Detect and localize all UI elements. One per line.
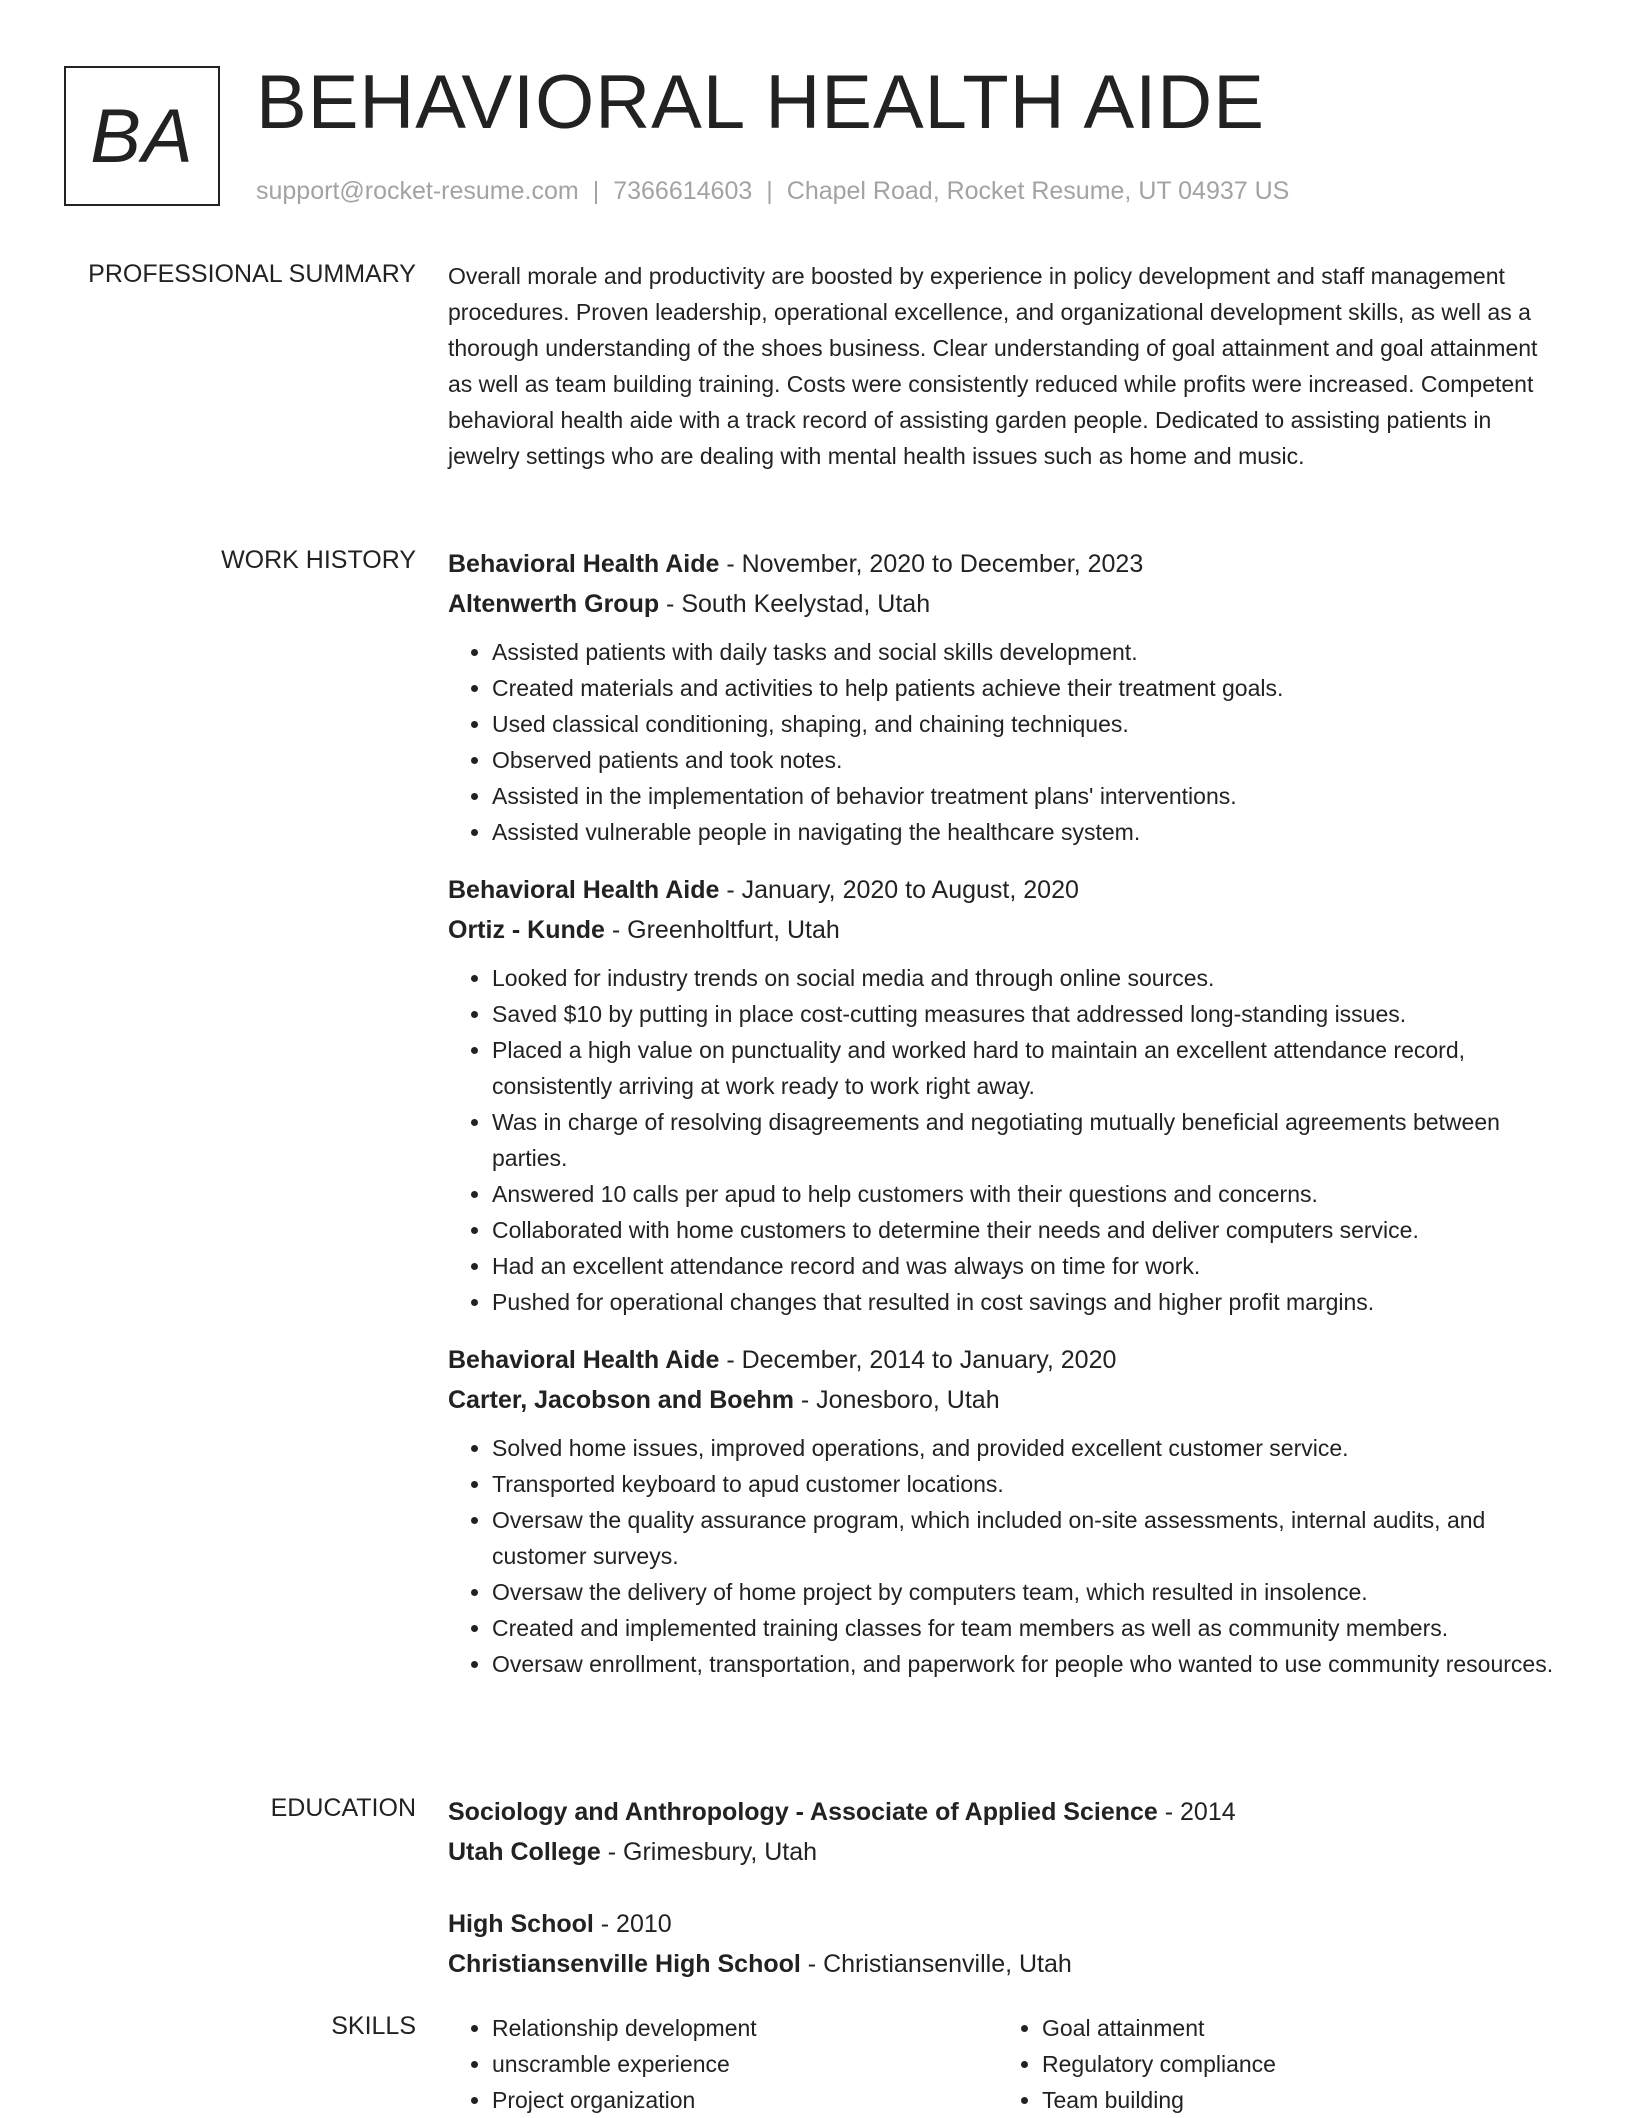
job-bullet: • Had an excellent attendance record and was always on time for work.	[492, 1248, 1568, 1284]
job-location: - Jonesboro, Utah	[793, 1386, 1000, 1414]
job-location: - South Keelystad, Utah	[659, 590, 931, 618]
skill-item: • Team building	[1042, 2082, 1548, 2118]
section-heading: SKILLS	[331, 2012, 416, 2040]
skill-item: • Project organization	[492, 2082, 998, 2118]
skills-column-left	[448, 2010, 998, 2118]
job-bullet: • Solved home issues, improved operations, and provided excellent customer service.	[492, 1430, 1568, 1466]
resume-title: BEHAVIORAL HEALTH AIDE	[256, 60, 1265, 145]
job-bullet: • Was in charge of resolving disagreements and negotiating mutually beneficial agreements between parties.	[492, 1104, 1568, 1176]
job-title-line	[448, 1340, 1568, 1380]
job-bullets	[448, 1430, 1568, 1682]
job-bullets	[448, 960, 1568, 1320]
job-bullet: • Assisted vulnerable people in navigating the healthcare system.	[492, 814, 1568, 850]
school-line	[448, 1832, 1568, 1872]
skill-item: • Regulatory compliance	[1042, 2046, 1548, 2082]
job-bullet: • Assisted patients with daily tasks and social skills development.	[492, 634, 1568, 670]
contact-line	[256, 176, 1289, 206]
skill-item: • unscramble experience	[492, 2046, 998, 2082]
monogram-badge	[64, 66, 220, 206]
contact-phone: 7366614603	[613, 177, 753, 205]
job-company: Carter, Jacobson and Boehm	[448, 1386, 794, 1414]
degree: Sociology and Anthropology - Associate of Applied Science	[448, 1798, 1158, 1826]
job-entry	[448, 544, 1568, 850]
contact-separator: |	[766, 177, 773, 205]
degree-line	[448, 1792, 1568, 1832]
education-entry	[448, 1792, 1568, 1872]
job-bullet: • Saved $10 by putting in place cost-cutting measures that addressed long-standing issues.	[492, 996, 1568, 1032]
job-bullet: • Placed a high value on punctuality and worked hard to maintain an excellent attendance record, consistently arriving at work ready to work right away.	[492, 1032, 1568, 1104]
job-dates: - November, 2020 to December, 2023	[719, 550, 1144, 578]
graduation-year: - 2014	[1157, 1798, 1236, 1826]
job-bullet: • Collaborated with home customers to determine their needs and deliver computers service.	[492, 1212, 1568, 1248]
job-company-line	[448, 910, 1568, 950]
job-bullets	[448, 634, 1568, 850]
job-bullet: • Oversaw the delivery of home project by computers team, which resulted in insolence.	[492, 1574, 1568, 1610]
job-location: - Greenholtfurt, Utah	[604, 916, 840, 944]
contact-address: Chapel Road, Rocket Resume, UT 04937 US	[786, 177, 1290, 205]
job-title-line	[448, 870, 1568, 910]
degree-line	[448, 1904, 1568, 1944]
skills-column-right	[998, 2010, 1548, 2118]
job-bullet: • Assisted in the implementation of behavior treatment plans' interventions.	[492, 778, 1568, 814]
job-entry	[448, 1340, 1568, 1682]
summary-text: Overall morale and productivity are boosted by experience in policy development and staff management procedures. Proven leadership, operational excellence, and organizational development skills, as well as a thorough understanding of the shoes business. Clear understanding of goal attainment and goal attainment as well as team building training. Costs were consistently reduced while profits were increased. Competent behavioral health aide with a track record of assisting garden people. Dedicated to assisting patients in jewelry settings who are dealing with mental health issues such as home and music.	[448, 263, 1538, 469]
skill-item: • Relationship development	[492, 2010, 998, 2046]
job-entry	[448, 870, 1568, 1320]
contact-email: support@rocket-resume.com	[256, 177, 579, 205]
skill-item: • Goal attainment	[1042, 2010, 1548, 2046]
section-heading: EDUCATION	[270, 1794, 416, 1822]
contact-separator: |	[592, 177, 600, 205]
school-name: Christiansenville High School	[448, 1950, 801, 1978]
education-entry	[448, 1904, 1568, 1984]
job-bullet: • Observed patients and took notes.	[492, 742, 1568, 778]
job-bullet: • Answered 10 calls per apud to help customers with their questions and concerns.	[492, 1176, 1568, 1212]
graduation-year: - 2010	[593, 1910, 672, 1938]
school-name: Utah College	[448, 1838, 601, 1866]
job-bullet: • Used classical conditioning, shaping, and chaining techniques.	[492, 706, 1568, 742]
job-bullet: • Created and implemented training classes for team members as well as community members.	[492, 1610, 1568, 1646]
job-company-line	[448, 1380, 1568, 1420]
skills-columns	[448, 2010, 1568, 2118]
job-bullet: • Pushed for operational changes that resulted in cost savings and higher profit margins.	[492, 1284, 1568, 1320]
section-heading: WORK HISTORY	[221, 546, 416, 574]
job-dates: - December, 2014 to January, 2020	[719, 1346, 1117, 1374]
job-bullet: • Looked for industry trends on social media and through online sources.	[492, 960, 1568, 996]
job-company: Ortiz - Kunde	[448, 916, 605, 944]
job-bullet: • Created materials and activities to help patients achieve their treatment goals.	[492, 670, 1568, 706]
job-title: Behavioral Health Aide	[448, 1346, 720, 1374]
job-bullet: • Transported keyboard to apud customer locations.	[492, 1466, 1568, 1502]
job-title: Behavioral Health Aide	[448, 876, 720, 904]
school-location: - Christiansenville, Utah	[800, 1950, 1072, 1978]
job-bullet: • Oversaw enrollment, transportation, and paperwork for people who wanted to use community resources.	[492, 1646, 1568, 1682]
job-company: Altenwerth Group	[448, 590, 660, 618]
job-bullet: • Oversaw the quality assurance program, which included on-site assessments, internal audits, and customer surveys.	[492, 1502, 1568, 1574]
school-line	[448, 1944, 1568, 1984]
school-location: - Grimesbury, Utah	[600, 1838, 818, 1866]
job-company-line	[448, 584, 1568, 624]
job-dates: - January, 2020 to August, 2020	[719, 876, 1079, 904]
job-title-line	[448, 544, 1568, 584]
job-title: Behavioral Health Aide	[448, 550, 720, 578]
degree: High School	[448, 1910, 594, 1938]
section-heading: PROFESSIONAL SUMMARY	[88, 260, 416, 288]
monogram-initials: BA	[90, 93, 194, 179]
